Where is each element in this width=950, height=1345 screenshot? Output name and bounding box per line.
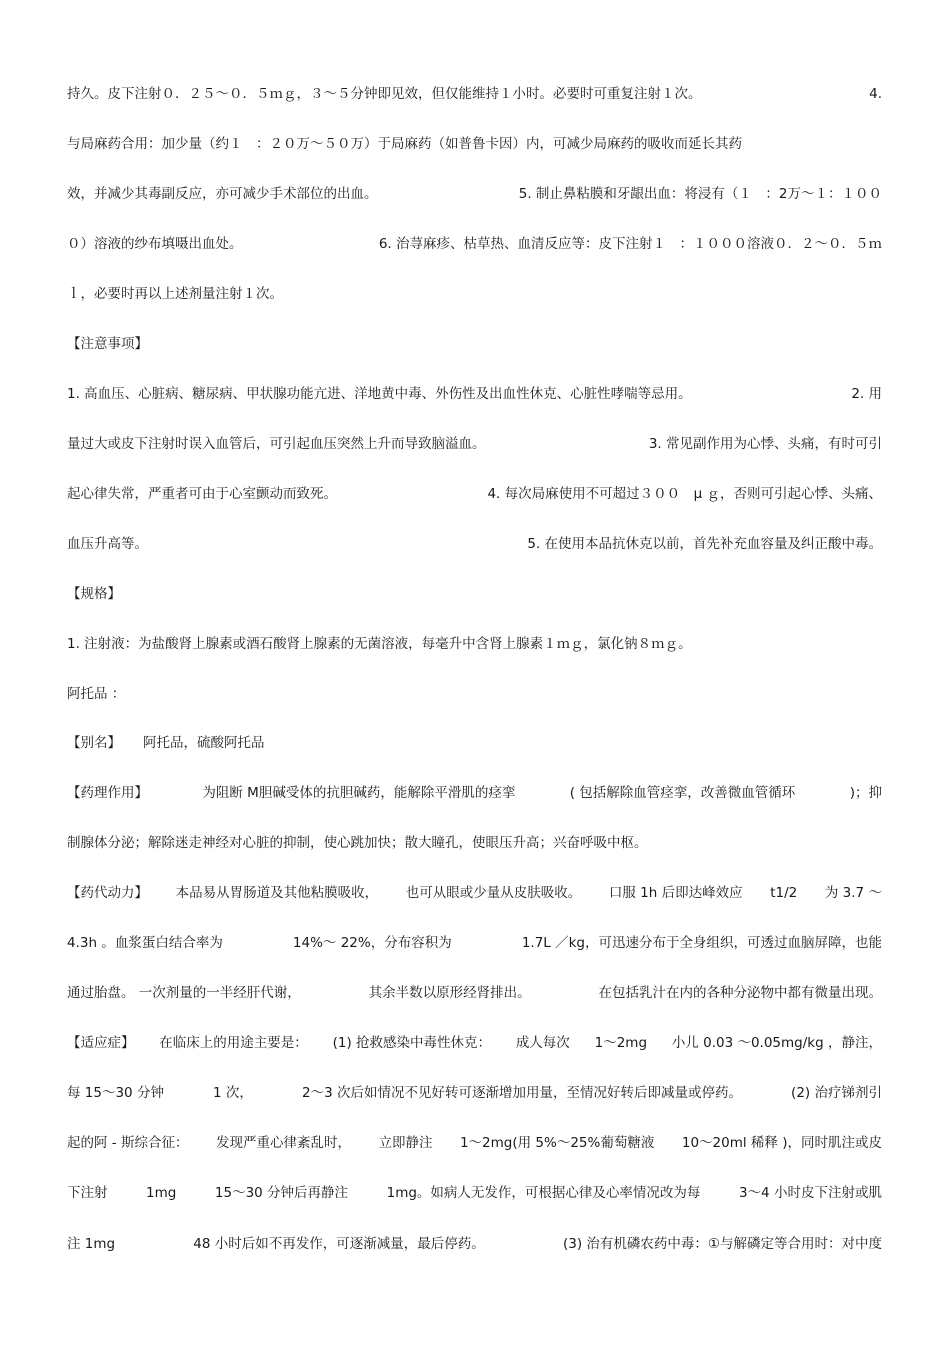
text-segment: 通过胎盘。 一次剂量的一半经肝代谢， [67,985,301,1001]
text-line [67,184,882,204]
text-segment: 4. [869,86,882,102]
text-segment: 制腺体分泌；解除迷走神经对心脏的抑制，使心跳加快；散大瞳孔，使眼压升高；兴奋呼吸中枢。 [67,835,648,851]
text-line [67,384,882,404]
text-segment: 4. 每次局麻使用不可超过３００ μ ｇ，否则可引起心悸、头痛、 [487,486,882,502]
text-segment: 3. 常见副作用为心悸、头痛，有时可引 [648,436,882,452]
text-line [67,1234,882,1254]
text-line [67,534,882,554]
text-line [67,933,882,953]
text-segment: 起的阿 - 斯综合征： [67,1135,189,1151]
text-segment: 2. 用 [851,386,882,402]
text-segment: 10～20ml 稀释 )，同时肌注或皮 [681,1135,882,1151]
text-segment: 为阻断 M胆碱受体的抗胆碱药，能解除平滑肌的痉挛 [202,785,516,801]
text-segment: 1.7L ／kg，可迅速分布于全身组织，可透过血脑屏障，也能 [521,935,882,951]
text-line [67,1183,882,1203]
text-segment: 【药理作用】 [67,785,148,801]
text-segment: 阿托品 ： [67,686,126,702]
text-segment: 持久。皮下注射０．２５～０．５ｍｇ，３～５分钟即见效，但仅能维持１小时。必要时可重复注射１次。 [67,86,702,102]
text-segment: 量过大或皮下注射时误入血管后，可引起血压突然上升而导致脑溢血。 [67,436,486,452]
text-segment: 1 次， [213,1085,253,1101]
text-segment: 【适应症】 [67,1035,135,1051]
text-segment: 5. 制止鼻粘膜和牙龈出血：将浸有（１ ：2万～１：１００ [518,186,882,202]
text-segment: 【别名】 [67,735,121,751]
text-line [67,434,882,454]
text-segment: 1～2mg [594,1035,648,1051]
text-segment: 5. 在使用本品抗休克以前，首先补充血容量及纠正酸中毒。 [527,536,882,552]
text-segment: 48 小时后如不再发作，可逐渐减量，最后停药。 [193,1236,485,1252]
text-segment: 6. 治荨麻疹、枯草热、血清反应等：皮下注射１ ：１０００溶液０．２～０．５ｍ [378,236,882,252]
text-segment: ０）溶液的纱布填嗫出血处。 [67,236,243,252]
text-segment: (3) 治有机磷农药中毒：①与解磷定等合用时：对中度 [562,1236,882,1252]
text-line [67,1133,882,1153]
text-segment: )；抑 [849,785,882,801]
text-segment: (1) 抢救感染中毒性休克： [332,1035,492,1051]
text-segment: 在临床上的用途主要是： [159,1035,308,1051]
text-line [67,684,882,704]
text-segment: 成人每次 [515,1035,570,1051]
text-line [67,334,882,354]
text-segment: 15～30 分钟后再静注 [214,1185,349,1201]
text-line [67,634,882,654]
text-segment: 在包括乳汁在内的各种分泌物中都有微量出现。 [598,985,882,1001]
text-segment: 1～2mg(用 5%～25%葡萄糖液 [459,1135,655,1151]
text-segment: 血压升高等。 [67,536,148,552]
text-segment: 1mg。如病人无发作，可根据心律及心率情况改为每 [386,1185,701,1201]
text-segment: 【规格】 [67,586,121,602]
text-segment: 小儿 0.03 ～0.05mg/kg ，静注， [671,1035,882,1051]
text-line [67,584,882,604]
text-line [67,84,882,104]
text-line [67,134,882,154]
text-segment: 发现严重心律紊乱时， [215,1135,351,1151]
text-segment: 每 15～30 分钟 [67,1085,164,1101]
text-line [67,1033,882,1053]
text-segment: (2) 治疗锑剂引 [791,1085,882,1101]
text-segment: 口服 1h 后即达峰效应 [608,885,743,901]
text-segment: 注 1mg [67,1236,116,1252]
text-segment: 立即静注 [378,1135,433,1151]
text-segment: 【注意事项】 [67,336,148,352]
text-segment: 为 3.7 ～ [824,885,882,901]
text-segment: 【药代动力】 [67,885,148,901]
text-segment: 1mg [146,1185,177,1201]
text-line [67,234,882,254]
text-line [67,833,882,853]
text-segment: 2～3 次后如情况不见好转可逐渐增加用量，至情况好转后即减量或停药。 [302,1085,742,1101]
text-segment: 14%～ 22%，分布容积为 [292,935,452,951]
text-line [67,733,882,753]
text-segment: 1. 高血压、心脏病、糖尿病、甲状腺功能亢进、洋地黄中毒、外伤性及出血性休克、心脏性哮喘等忌用。 [67,386,692,402]
text-line [67,1083,882,1103]
text-line [67,284,882,304]
text-segment: 阿托品，硫酸阿托品 [143,735,265,751]
text-segment: 1. 注射液：为盐酸肾上腺素或酒石酸肾上腺素的无菌溶液，每毫升中含肾上腺素１ｍｇ，氯化钠８ｍｇ。 [67,636,692,652]
text-segment: 也可从眼或少量从皮肤吸收。 [405,885,582,901]
text-segment: 3～4 小时皮下注射或肌 [738,1185,882,1201]
text-line [67,783,882,803]
text-segment: t1/2 [770,885,798,901]
text-segment: 4.3h 。血浆蛋白结合率为 [67,935,223,951]
text-segment: 下注射 [67,1185,108,1201]
text-line [67,883,882,903]
text-segment: 本品易从胃肠道及其他粘膜吸收， [175,885,379,901]
text-segment: 与局麻药合用：加少量（约１ ：２０万～５０万）于局麻药（如普鲁卡因）内，可减少局麻药的吸收而延长其药 [67,136,742,152]
text-segment: ( 包括解除血管痉挛，改善微血管循环 [569,785,796,801]
text-line [67,484,882,504]
text-segment: 其余半数以原形经肾排出。 [368,985,531,1001]
text-segment: ｌ，必要时再以上述剂量注射１次。 [67,286,283,302]
text-segment: 起心律失常，严重者可由于心室颤动而致死。 [67,486,337,502]
text-line [67,983,882,1003]
text-segment: 效，并减少其毒副反应，亦可减少手术部位的出血。 [67,186,378,202]
